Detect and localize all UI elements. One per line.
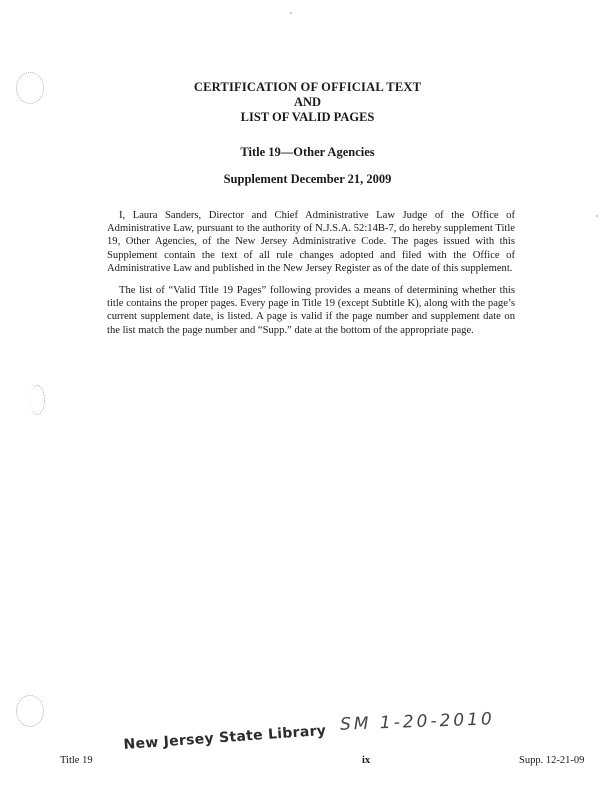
punch-hole-mark bbox=[30, 385, 45, 415]
page-number: ix bbox=[362, 755, 371, 766]
valid-pages-paragraph: The list of “Valid Title 19 Pages” following provides a means of determining whether this title contains the proper pages. Every page in Title 19 (except Subtitle K), along with the page’s current supplement date, is listed. A page is valid if the page number and supplement date on the list match the page number and “Supp.” date at the bottom of the appropriate page. bbox=[107, 285, 515, 336]
valid-pages-title: LIST OF VALID PAGES bbox=[240, 110, 375, 124]
handwritten-initials-date: SM 1-20-2010 bbox=[339, 709, 496, 735]
footer-title: Title 19 bbox=[60, 755, 93, 766]
supplement-date: Supplement December 21, 2009 bbox=[223, 172, 392, 186]
library-stamp: New Jersey State Library bbox=[123, 722, 327, 753]
punch-hole-mark bbox=[16, 695, 44, 727]
footer-supplement-date: Supp. 12-21-09 bbox=[519, 755, 585, 766]
scan-speck bbox=[596, 215, 598, 217]
certification-title: CERTIFICATION OF OFFICIAL TEXT bbox=[193, 80, 422, 94]
scan-speck bbox=[290, 12, 292, 14]
title-subject: Title 19—Other Agencies bbox=[240, 145, 375, 159]
certification-paragraph: I, Laura Sanders, Director and Chief Administrative Law Judge of the Office of Administrative Law, pursuant to the authority of N.J.S.A. 52:14B-7, do hereby supplement Title 19, Other Agencies, of the New Jersey Administrative Code. The pages issued with this Supplement contain the text of all rule changes adopted and filed with the Office of Administrative Law and published in the New Jersey Register as of the date of this supplement. bbox=[107, 210, 515, 274]
certification-title-and: AND bbox=[293, 95, 322, 109]
